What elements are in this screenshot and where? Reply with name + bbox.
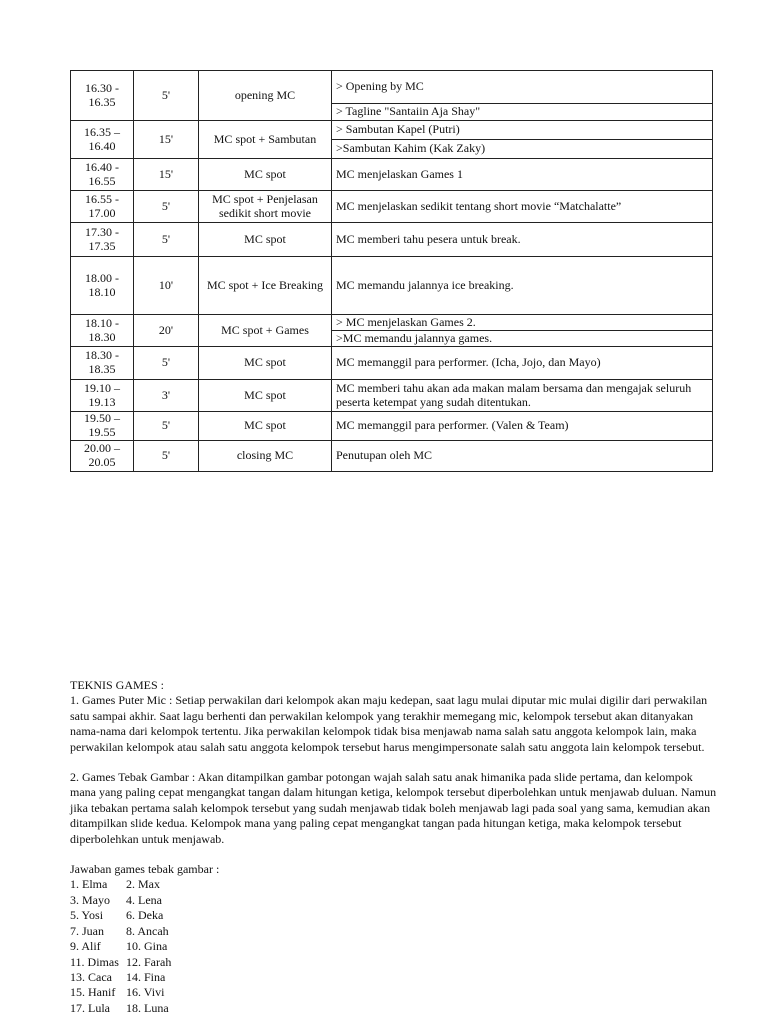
duration-cell: 20': [134, 315, 199, 347]
details-cell: MC memandu jalannya ice breaking.: [332, 257, 713, 315]
table-row: [71, 191, 713, 223]
duration-cell: 5': [134, 412, 199, 441]
table-row: [71, 315, 713, 331]
time-cell: 18.00 - 18.10: [71, 257, 134, 315]
list-item: [70, 877, 720, 892]
game1-description: 1. Games Puter Mic : Setiap perwakilan dari kelompok akan maju kedepan, saat lagu mulai diputar mic mulai digilir dari perwakilan satu sampai akhir. Saat lagu berhenti dan perwakilan kelompok yang terakhir memegang mic, kelompok tersebut akan ditanyakan nama-nama dari kelompok tertentu. Jika perwakilan kelompok tidak bisa menjawab nama salah satu anggota kelompok lain, maka perwakilan kelompok atau salah satu anggota kelompok tersebut harus mengimpersonate salah satu anggota lain kelompok tersebut.: [70, 693, 708, 754]
time-cell: 19.50 – 19.55: [71, 412, 134, 441]
duration-cell: 3': [134, 380, 199, 412]
table-row: [71, 121, 713, 140]
table-row: [71, 412, 713, 441]
activity-cell: MC spot: [199, 347, 332, 380]
duration-cell: 5': [134, 223, 199, 257]
details-cell: >Sambutan Kahim (Kak Zaky): [332, 140, 713, 159]
activity-cell: MC spot: [199, 159, 332, 191]
details-cell: MC memanggil para performer. (Icha, Jojo, dan Mayo): [332, 347, 713, 380]
answer-name: 2. Max: [126, 877, 160, 892]
time-cell: 19.10 – 19.13: [71, 380, 134, 412]
answer-name: 6. Deka: [126, 908, 164, 923]
activity-cell: MC spot: [199, 412, 332, 441]
details-cell: Penutupan oleh MC: [332, 440, 713, 471]
answer-name: 15. Hanif: [70, 985, 116, 1000]
details-cell: >MC memandu jalannya games.: [332, 331, 713, 347]
activity-cell: opening MC: [199, 71, 332, 121]
answer-name: 18. Luna: [126, 1000, 169, 1015]
list-item: [70, 955, 720, 970]
duration-cell: 5': [134, 347, 199, 380]
details-cell: > Sambutan Kapel (Putri): [332, 121, 713, 140]
table-row: [71, 223, 713, 257]
details-cell: MC memberi tahu pesera untuk break.: [332, 223, 713, 257]
time-cell: 18.10 - 18.30: [71, 315, 134, 347]
time-cell: 16.55 - 17.00: [71, 191, 134, 223]
activity-cell: closing MC: [199, 440, 332, 471]
duration-cell: 5': [134, 191, 199, 223]
duration-cell: 15': [134, 121, 199, 159]
answer-name: 5. Yosi: [70, 908, 104, 923]
table-row: [71, 257, 713, 315]
time-cell: 18.30 - 18.35: [71, 347, 134, 380]
answers-list: [70, 877, 720, 1016]
table-row: [71, 347, 713, 380]
answer-name: 13. Caca: [70, 969, 112, 984]
activity-cell: MC spot + Penjelasan sedikit short movie: [199, 191, 332, 223]
list-item: [70, 970, 720, 985]
list-item: [70, 893, 720, 908]
answer-name: 4. Lena: [126, 892, 162, 907]
time-cell: 16.30 - 16.35: [71, 71, 134, 121]
activity-cell: MC spot + Games: [199, 315, 332, 347]
details-cell: > MC menjelaskan Games 2.: [332, 315, 713, 331]
details-cell: MC memanggil para performer. (Valen & Team): [332, 412, 713, 441]
list-item: [70, 1001, 720, 1016]
activity-cell: MC spot: [199, 380, 332, 412]
schedule-table: [70, 70, 713, 472]
time-cell: 16.35 – 16.40: [71, 121, 134, 159]
table-row: [71, 159, 713, 191]
list-item: [70, 939, 720, 954]
duration-cell: 10': [134, 257, 199, 315]
details-cell: MC memberi tahu akan ada makan malam bersama dan mengajak seluruh peserta ketempat yang sudah ditentukan.: [332, 380, 713, 412]
table-row: [71, 380, 713, 412]
activity-cell: MC spot + Ice Breaking: [199, 257, 332, 315]
details-cell: MC menjelaskan sedikit tentang short movie “Matchalatte”: [332, 191, 713, 223]
games-notes: [70, 678, 720, 1016]
game2-description: 2. Games Tebak Gambar : Akan ditampilkan gambar potongan wajah salah satu anak himanika pada slide pertama, dan kelompok mana yang paling cepat mengangkat tangan dalam hitungan ketiga, kelompok tersebut diperbolehkan untuk menjawab duluan. Namun jika tebakan pertama salah kelompok tersebut yang sudah menjawab tidak boleh menjawab lagi pada soal yang sama, kemudian akan ditampilkan slide kedua. Kelompok mana yang paling cepat mengangkat tangan pada hitungan ketiga, maka kelompok tersebut diperbolehkan untuk menjawab.: [70, 770, 717, 846]
details-cell: > Tagline "Santaiin Aja Shay": [332, 104, 713, 121]
answer-name: 9. Alif: [70, 939, 101, 954]
time-cell: 20.00 – 20.05: [71, 440, 134, 471]
answer-name: 17. Lula: [70, 1000, 110, 1015]
answer-name: 11. Dimas: [70, 954, 119, 969]
time-cell: 17.30 - 17.35: [71, 223, 134, 257]
answer-name: 16. Vivi: [126, 985, 165, 1000]
answers-heading: Jawaban games tebak gambar :: [70, 862, 220, 877]
duration-cell: 15': [134, 159, 199, 191]
duration-cell: 5': [134, 71, 199, 121]
list-item: [70, 985, 720, 1000]
activity-cell: MC spot: [199, 223, 332, 257]
answer-name: 1. Elma: [70, 877, 108, 892]
duration-cell: 5': [134, 440, 199, 471]
answer-name: 10. Gina: [126, 939, 168, 954]
notes-heading: TEKNIS GAMES :: [70, 678, 165, 692]
answer-name: 8. Ancah: [126, 923, 169, 938]
table-row: [71, 440, 713, 471]
time-cell: 16.40 - 16.55: [71, 159, 134, 191]
answer-name: 12. Farah: [126, 954, 172, 969]
answer-name: 14. Fina: [126, 969, 166, 984]
details-cell: > Opening by MC: [332, 71, 713, 104]
activity-cell: MC spot + Sambutan: [199, 121, 332, 159]
answer-name: 3. Mayo: [70, 892, 110, 907]
answer-name: 7. Juan: [70, 923, 104, 938]
list-item: [70, 924, 720, 939]
details-cell: MC menjelaskan Games 1: [332, 159, 713, 191]
list-item: [70, 908, 720, 923]
table-row: [71, 71, 713, 104]
